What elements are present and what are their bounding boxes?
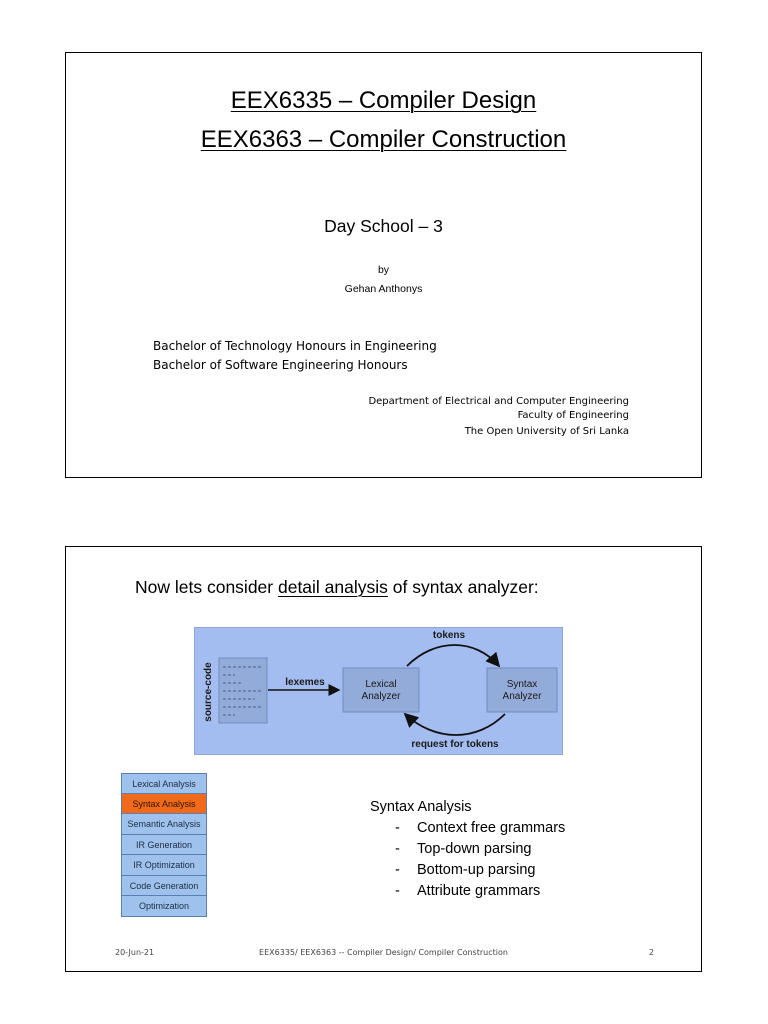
topic-list: [395, 820, 565, 904]
topic-marker: -: [395, 841, 400, 857]
phase-item: IR Generation: [121, 835, 207, 856]
topic-marker: -: [395, 883, 400, 899]
tokens-arrow: [407, 645, 499, 666]
topic-text: Attribute grammars: [417, 883, 541, 899]
source-code-label: source-code: [203, 662, 214, 722]
program-1: Bachelor of Technology Honours in Engineering: [153, 339, 437, 353]
diagram-svg: [195, 628, 562, 754]
lexical-analyzer-box: [343, 668, 419, 712]
request-label: request for tokens: [411, 739, 499, 750]
lexical-analyzer-label-2: Analyzer: [361, 691, 401, 702]
syntax-analyzer-label-1: Syntax: [506, 679, 538, 690]
phase-item: Syntax Analysis: [121, 794, 207, 815]
title-slide: [65, 52, 702, 478]
slide-heading: [135, 577, 539, 598]
topic-marker: -: [395, 862, 400, 878]
topic-text: Top-down parsing: [417, 841, 532, 857]
heading-underlined: detail analysis: [277, 577, 388, 597]
topic-item: [395, 841, 565, 862]
topic-item: [395, 883, 565, 904]
topic-marker: -: [395, 820, 400, 836]
syntax-analyzer-slide: [65, 546, 702, 972]
phase-item: IR Optimization: [121, 855, 207, 876]
tokens-label: tokens: [432, 630, 466, 641]
department: Department of Electrical and Computer Engineering: [368, 396, 629, 407]
phase-item: Lexical Analysis: [121, 773, 207, 794]
author-name: Gehan Anthonys: [344, 283, 423, 295]
topic-item: [395, 862, 565, 883]
request-arrow: [405, 714, 505, 735]
topic-text: Bottom-up parsing: [417, 862, 536, 878]
compiler-phases-stack: [121, 773, 207, 917]
phase-item: Optimization: [121, 896, 207, 917]
program-2: Bachelor of Software Engineering Honours: [153, 358, 408, 372]
footer-course: EEX6335/ EEX6363 -- Compiler Design/ Compiler Construction: [259, 948, 508, 957]
footer-page-number: 2: [648, 948, 654, 957]
syntax-analyzer-box: [487, 668, 557, 712]
topic-item: [395, 820, 565, 841]
lexemes-label: lexemes: [285, 677, 325, 688]
topic-heading: Syntax Analysis: [370, 799, 472, 815]
by-label: by: [377, 264, 390, 276]
heading-text-before: Now lets consider: [135, 577, 278, 597]
phase-item: Code Generation: [121, 876, 207, 897]
course-title-1: EEX6335 – Compiler Design: [230, 87, 537, 114]
topic-text: Context free grammars: [417, 820, 566, 836]
heading-text-after: of syntax analyzer:: [387, 577, 539, 597]
course-title-2: EEX6363 – Compiler Construction: [200, 126, 567, 153]
footer-date: 20-Jun-21: [115, 948, 155, 957]
faculty: Faculty of Engineering: [517, 410, 629, 421]
compiler-front-end-diagram: [194, 627, 563, 755]
university: The Open University of Sri Lanka: [464, 426, 629, 437]
day-school-subtitle: Day School – 3: [324, 216, 443, 236]
syntax-analyzer-label-2: Analyzer: [502, 691, 542, 702]
lexical-analyzer-label-1: Lexical: [365, 679, 397, 690]
phase-item: Semantic Analysis: [121, 814, 207, 835]
